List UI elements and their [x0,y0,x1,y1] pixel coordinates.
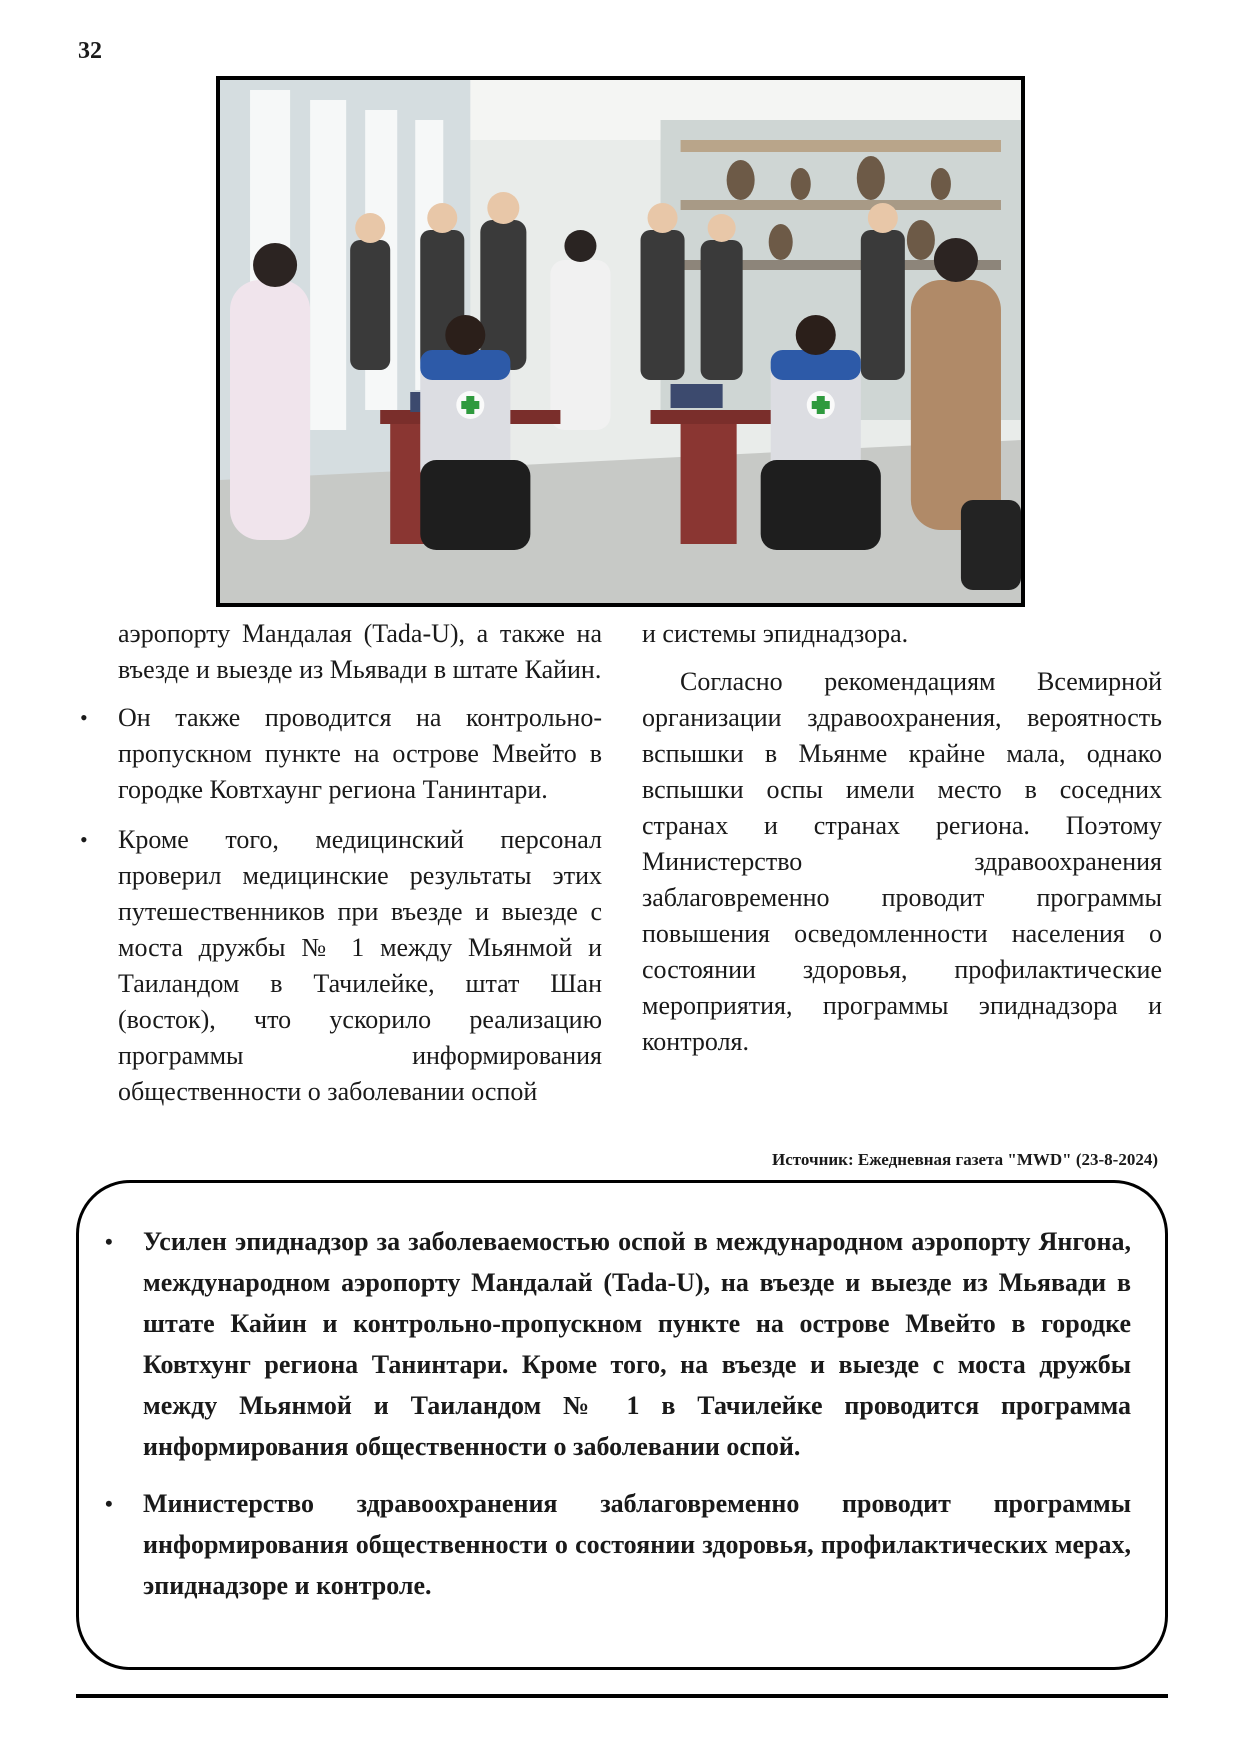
bullet-icon: • [80,827,88,852]
summary-item [105,1483,1131,1606]
list-item-text: Он также проводится на контрольно-пропускном пункте на острове Мвейто в городке Ковтхаунг региона Танинтари. [118,703,602,804]
airport-screening-photo [216,76,1025,607]
right-column [642,616,1162,1060]
right-paragraph: Согласно рекомендациям Всемирной организации здравоохранения, вероятность вспышки в Мьянме крайне мала, однако вспышки оспы имели место в соседних странах и странах региона. Поэтому Министерство здравоохранения заблаговременно проводит программы повышения осведомленности населения о состоянии здоровья, профилактические мероприятия, программы эпиднадзора и контроля. [642,667,1162,1056]
summary-item-text: Министерство здравоохранения заблаговременно проводит программы информирования общественности о состоянии здоровья, профилактических мерах, эпиднадзоре и контроле. [143,1489,1131,1600]
bottom-divider [76,1694,1168,1698]
summary-box [76,1180,1168,1670]
source-citation: Источник: Ежедневная газета "MWD" (23-8-2024) [772,1150,1158,1169]
photo-illustration [220,80,1021,603]
list-item [80,700,602,808]
summary-item [105,1221,1131,1467]
summary-item-text: Усилен эпиднадзор за заболеваемостью оспой в международном аэропорту Янгона, международном аэропорту Мандалай (Tada-U), на въезде и выезде из Мьявади в штате Кайин и контрольно-пропускном пункте на острове Мвейто в городке Ковтхунг региона Танинтари. Кроме того, на въезде и выезде с моста дружбы между Мьянмой и Таиландом № 1 в Тачилейке проводится программа информирования общественности о заболевании оспой. [143,1227,1131,1461]
bullet-icon: • [105,1491,113,1516]
right-continuation-text: и системы эпиднадзора. [642,619,909,648]
list-item [80,822,602,1110]
bullet-icon: • [105,1229,113,1254]
summary-list [105,1221,1131,1606]
page-number: 32 [78,38,102,64]
bullet-icon: • [80,705,88,730]
left-bullet-list [80,700,602,1110]
left-column [80,616,602,1124]
left-continuation-text: аэропорту Мандалая (Tada-U), а также на въезде и выезде из Мьявади в штате Кайин. [118,619,602,684]
list-item-text: Кроме того, медицинский персонал проверил медицинские результаты этих путешественников при въезде и выезде с моста дружбы № 1 между Мьянмой и Таиландом в Тачилейке, штат Шан (восток), что ускорило реализацию программы информирования общественности о заболевании оспой [118,825,602,1106]
